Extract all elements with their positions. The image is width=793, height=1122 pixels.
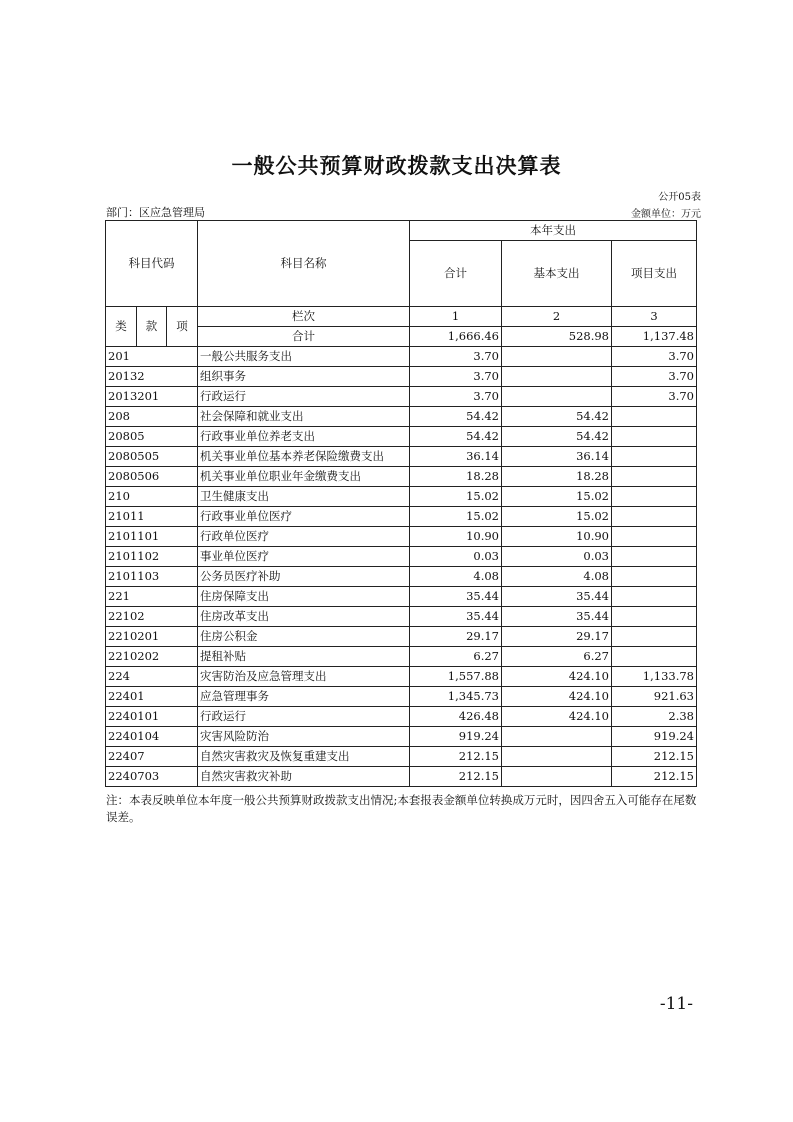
total-cell: 1,557.88	[410, 667, 502, 687]
total-cell: 4.08	[410, 567, 502, 587]
total-cell: 35.44	[410, 607, 502, 627]
total-cell: 919.24	[410, 727, 502, 747]
amount-unit-label: 金额单位：万元	[631, 209, 701, 220]
basic-cell: 0.03	[502, 547, 612, 567]
total-header: 合计	[410, 241, 502, 307]
basic-cell: 424.10	[502, 667, 612, 687]
basic-cell: 54.42	[502, 427, 612, 447]
subject-code-cell: 210	[106, 487, 198, 507]
subject-code-cell: 2080505	[106, 447, 198, 467]
total-cell: 3.70	[410, 367, 502, 387]
total-cell: 3.70	[410, 347, 502, 367]
project-cell	[612, 487, 697, 507]
project-cell	[612, 587, 697, 607]
table-row	[106, 667, 697, 687]
total-cell: 54.42	[410, 427, 502, 447]
project-cell	[612, 427, 697, 447]
table-row	[106, 627, 697, 647]
basic-cell: 36.14	[502, 447, 612, 467]
basic-cell: 6.27	[502, 647, 612, 667]
page-number: -11-	[659, 994, 693, 1014]
subject-code-cell: 2210202	[106, 647, 198, 667]
current-year-header: 本年支出	[410, 221, 697, 241]
subject-code-cell: 2080506	[106, 467, 198, 487]
basic-header: 基本支出	[502, 241, 612, 307]
basic-cell	[502, 367, 612, 387]
basic-cell: 35.44	[502, 587, 612, 607]
subject-code-cell: 2240101	[106, 707, 198, 727]
table-row	[106, 707, 697, 727]
grand-total-label: 合计	[198, 327, 410, 347]
subject-name-cell: 行政运行	[198, 387, 410, 407]
total-cell: 15.02	[410, 487, 502, 507]
basic-cell	[502, 747, 612, 767]
total-cell: 212.15	[410, 767, 502, 787]
basic-cell	[502, 387, 612, 407]
document-title: 一般公共预算财政拨款支出决算表	[231, 153, 562, 178]
table-row	[106, 467, 697, 487]
project-header: 项目支出	[612, 241, 697, 307]
total-cell: 29.17	[410, 627, 502, 647]
project-cell	[612, 507, 697, 527]
table-row	[106, 487, 697, 507]
basic-cell: 54.42	[502, 407, 612, 427]
subject-name-cell: 行政事业单位医疗	[198, 507, 410, 527]
total-cell: 3.70	[410, 387, 502, 407]
subject-name-cell: 卫生健康支出	[198, 487, 410, 507]
subject-name-cell: 事业单位医疗	[198, 547, 410, 567]
subject-name-cell: 机关事业单位职业年金缴费支出	[198, 467, 410, 487]
subject-code-header: 科目代码	[106, 221, 198, 307]
subject-name-cell: 住房改革支出	[198, 607, 410, 627]
subject-name-cell: 公务员医疗补助	[198, 567, 410, 587]
total-cell: 35.44	[410, 587, 502, 607]
table-row	[106, 347, 697, 367]
project-cell	[612, 567, 697, 587]
subject-code-cell: 2101103	[106, 567, 198, 587]
basic-cell: 10.90	[502, 527, 612, 547]
basic-cell: 15.02	[502, 507, 612, 527]
department-label: 部门：区应急管理局	[106, 206, 205, 219]
total-cell: 426.48	[410, 707, 502, 727]
total-cell: 0.03	[410, 547, 502, 567]
table-row	[106, 447, 697, 467]
subject-name-cell: 一般公共服务支出	[198, 347, 410, 367]
kuan-header: 款	[137, 307, 167, 347]
basic-cell	[502, 767, 612, 787]
table-row	[106, 687, 697, 707]
form-number: 公开05表	[658, 192, 701, 203]
subject-code-cell: 2101102	[106, 547, 198, 567]
project-cell	[612, 527, 697, 547]
subject-code-cell: 22102	[106, 607, 198, 627]
table-row	[106, 647, 697, 667]
total-cell: 212.15	[410, 747, 502, 767]
table-row	[106, 527, 697, 547]
subject-code-cell: 224	[106, 667, 198, 687]
table-row	[106, 607, 697, 627]
table-row	[106, 587, 697, 607]
basic-cell	[502, 727, 612, 747]
project-cell: 212.15	[612, 767, 697, 787]
subject-name-cell: 社会保障和就业支出	[198, 407, 410, 427]
subject-name-cell: 行政单位医疗	[198, 527, 410, 547]
table-row	[106, 727, 697, 747]
project-cell	[612, 467, 697, 487]
project-cell: 919.24	[612, 727, 697, 747]
subject-name-header: 科目名称	[198, 221, 410, 307]
basic-cell	[502, 347, 612, 367]
grand-total-project: 1,137.48	[612, 327, 697, 347]
table-row	[106, 407, 697, 427]
table-row	[106, 567, 697, 587]
basic-cell: 15.02	[502, 487, 612, 507]
basic-cell: 424.10	[502, 707, 612, 727]
project-cell	[612, 647, 697, 667]
xiang-header: 项	[167, 307, 198, 347]
project-cell: 3.70	[612, 347, 697, 367]
table-row	[106, 367, 697, 387]
table-row	[106, 387, 697, 407]
project-cell	[612, 447, 697, 467]
subject-name-cell: 自然灾害救灾及恢复重建支出	[198, 747, 410, 767]
total-cell: 1,345.73	[410, 687, 502, 707]
grand-total-total: 1,666.46	[410, 327, 502, 347]
col-number-2: 2	[502, 307, 612, 327]
basic-cell: 35.44	[502, 607, 612, 627]
basic-cell: 4.08	[502, 567, 612, 587]
subject-name-cell: 住房公积金	[198, 627, 410, 647]
total-cell: 54.42	[410, 407, 502, 427]
subject-code-cell: 21011	[106, 507, 198, 527]
table-row	[106, 507, 697, 527]
column-order-label: 栏次	[198, 307, 410, 327]
subject-name-cell: 应急管理事务	[198, 687, 410, 707]
subject-code-cell: 2013201	[106, 387, 198, 407]
basic-cell: 18.28	[502, 467, 612, 487]
project-cell	[612, 407, 697, 427]
subject-name-cell: 行政事业单位养老支出	[198, 427, 410, 447]
project-cell	[612, 547, 697, 567]
total-cell: 18.28	[410, 467, 502, 487]
expenditure-table	[105, 220, 697, 787]
lei-header: 类	[106, 307, 137, 347]
subject-name-cell: 行政运行	[198, 707, 410, 727]
table-row	[106, 747, 697, 767]
subject-code-cell: 221	[106, 587, 198, 607]
subject-name-cell: 灾害防治及应急管理支出	[198, 667, 410, 687]
project-cell: 3.70	[612, 367, 697, 387]
table-row	[106, 427, 697, 447]
col-number-3: 3	[612, 307, 697, 327]
subject-code-cell: 2210201	[106, 627, 198, 647]
subject-code-cell: 22401	[106, 687, 198, 707]
total-cell: 15.02	[410, 507, 502, 527]
project-cell	[612, 607, 697, 627]
project-cell: 3.70	[612, 387, 697, 407]
subject-name-cell: 机关事业单位基本养老保险缴费支出	[198, 447, 410, 467]
subject-name-cell: 提租补贴	[198, 647, 410, 667]
col-number-1: 1	[410, 307, 502, 327]
project-cell: 1,133.78	[612, 667, 697, 687]
subject-name-cell: 住房保障支出	[198, 587, 410, 607]
table-row	[106, 767, 697, 787]
subject-code-cell: 2101101	[106, 527, 198, 547]
basic-cell: 29.17	[502, 627, 612, 647]
subject-name-cell: 组织事务	[198, 367, 410, 387]
basic-cell: 424.10	[502, 687, 612, 707]
footnote: 注：本表反映单位本年度一般公共预算财政拨款支出情况;本套报表金额单位转换成万元时，因四舍五入可能存在尾数误差。	[106, 793, 697, 824]
total-cell: 10.90	[410, 527, 502, 547]
project-cell: 212.15	[612, 747, 697, 767]
grand-total-basic: 528.98	[502, 327, 612, 347]
subject-name-cell: 自然灾害救灾补助	[198, 767, 410, 787]
subject-code-cell: 20132	[106, 367, 198, 387]
subject-code-cell: 22407	[106, 747, 198, 767]
subject-code-cell: 208	[106, 407, 198, 427]
project-cell: 921.63	[612, 687, 697, 707]
total-cell: 6.27	[410, 647, 502, 667]
subject-code-cell: 201	[106, 347, 198, 367]
table-row	[106, 547, 697, 567]
total-cell: 36.14	[410, 447, 502, 467]
subject-name-cell: 灾害风险防治	[198, 727, 410, 747]
subject-code-cell: 2240703	[106, 767, 198, 787]
project-cell	[612, 627, 697, 647]
project-cell: 2.38	[612, 707, 697, 727]
subject-code-cell: 2240104	[106, 727, 198, 747]
subject-code-cell: 20805	[106, 427, 198, 447]
